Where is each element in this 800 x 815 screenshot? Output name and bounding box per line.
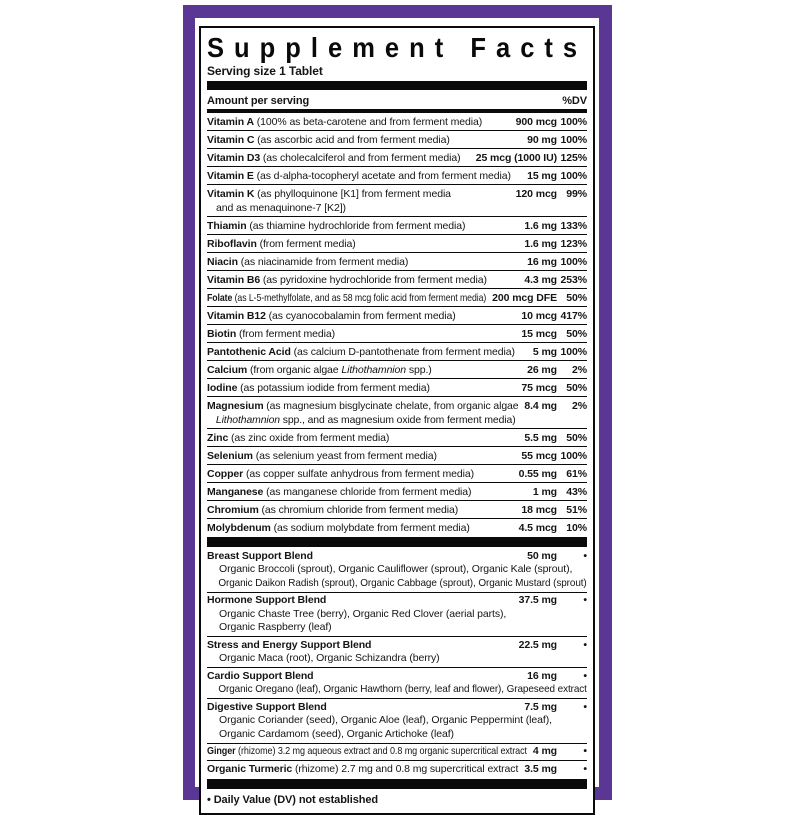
nutrient-description: Riboflavin (from ferment media) xyxy=(207,237,356,250)
nutrient-row xyxy=(207,130,587,148)
nutrient-row xyxy=(207,306,587,324)
blend-row xyxy=(207,760,587,778)
nutrient-dv: 2% xyxy=(572,363,587,376)
blend-dv: • xyxy=(583,762,587,775)
blend-name-text: Organic Turmeric xyxy=(207,762,293,775)
nutrient-row xyxy=(207,184,587,216)
nutrient-row xyxy=(207,396,587,428)
nutrient-amount: 26 mg xyxy=(527,363,557,376)
nutrient-amount: 5.5 mg xyxy=(524,431,557,444)
nutrient-amount: 16 mg xyxy=(527,255,557,268)
blend-rows xyxy=(207,548,587,778)
nutrient-row xyxy=(207,324,587,342)
blend-amount: 37.5 mg xyxy=(518,594,557,606)
nutrient-description: Iodine (as potassium iodide from ferment media) xyxy=(207,381,430,394)
nutrient-description: Vitamin B12 (as cyanocobalamin from ferment media) xyxy=(207,309,456,322)
nutrient-dv: 123% xyxy=(560,237,587,250)
nutrient-dv: 99% xyxy=(566,187,587,200)
nutrient-dv: 100% xyxy=(560,115,587,128)
blend-ingredients-line: Organic Maca (root), Organic Schizandra (berry) xyxy=(219,652,440,664)
nutrient-description: Selenium (as selenium yeast from ferment media) xyxy=(207,449,437,462)
blend-ingredients-line: Organic Oregano (leaf), Organic Hawthorn (berry, leaf and flower), Grapeseed extract xyxy=(218,683,587,695)
nutrient-amount: 1 mg xyxy=(532,485,557,498)
nutrient-dv: 125% xyxy=(560,151,587,164)
nutrient-name: Vitamin C xyxy=(207,133,255,146)
nutrient-dv: 50% xyxy=(566,327,587,340)
nutrient-amount: 120 mcg xyxy=(515,187,557,200)
nutrient-row xyxy=(207,234,587,252)
nutrient-name: Vitamin B6 xyxy=(207,273,261,286)
nutrient-row xyxy=(207,270,587,288)
nutrient-dv: 100% xyxy=(560,169,587,182)
nutrient-name: Calcium xyxy=(207,363,248,376)
supplement-facts-label xyxy=(199,26,595,815)
nutrient-name: Magnesium xyxy=(207,399,264,412)
nutrient-amount: 900 mcg xyxy=(515,115,557,128)
column-header-dv: %DV xyxy=(562,95,587,107)
blend-dv: • xyxy=(583,594,587,606)
nutrient-description: Vitamin A (100% as beta-carotene and from ferment media) xyxy=(207,115,483,128)
nutrient-dv: 100% xyxy=(560,255,587,268)
nutrient-row xyxy=(207,166,587,184)
divider-bar-thick xyxy=(207,81,587,90)
blend-amount: 7.5 mg xyxy=(524,700,557,713)
blend-name: Cardio Support Blend xyxy=(207,669,314,682)
nutrient-dv: 50% xyxy=(566,381,587,394)
label-title: Supplement Facts xyxy=(207,32,588,63)
nutrient-row xyxy=(207,518,587,536)
blend-amount: 50 mg xyxy=(527,549,557,562)
nutrient-name: Folate xyxy=(207,291,233,304)
nutrient-dv: 43% xyxy=(566,485,587,498)
nutrient-name: Manganese xyxy=(207,485,264,498)
nutrient-name: Copper xyxy=(207,467,244,480)
nutrient-amount: 4.5 mcg xyxy=(518,521,557,534)
nutrient-name: Pantothenic Acid xyxy=(207,345,291,358)
blend-header xyxy=(207,550,587,564)
nutrient-dv: 50% xyxy=(566,291,587,304)
nutrient-amount: 25 mcg (1000 IU) xyxy=(475,151,557,164)
blend-dv: • xyxy=(583,700,587,713)
nutrient-name: Chromium xyxy=(207,503,259,516)
nutrient-dv: 417% xyxy=(560,309,587,322)
blend-amount: 3.5 mg xyxy=(524,762,557,775)
nutrient-dv: 253% xyxy=(560,273,587,286)
blend-name: Hormone Support Blend xyxy=(207,594,327,606)
nutrient-description: Zinc (as zinc oxide from ferment media) xyxy=(207,431,390,444)
nutrient-description: Molybdenum (as sodium molybdate from ferment media) xyxy=(207,521,470,534)
nutrient-amount: 90 mg xyxy=(527,133,557,146)
footnote: • Daily Value (DV) not established xyxy=(207,793,378,806)
serving-size: Serving size 1 Tablet xyxy=(207,64,323,78)
nutrient-dv: 133% xyxy=(560,219,587,232)
nutrient-description: Niacin (as niacinamide from ferment media) xyxy=(207,255,409,268)
nutrient-amount: 1.6 mg xyxy=(524,237,557,250)
nutrient-description: Pantothenic Acid (as calcium D-pantothenate from ferment media) xyxy=(207,345,515,358)
nutrient-amount: 10 mcg xyxy=(521,309,557,322)
nutrient-description-line2: and as menaquinone-7 [K2]) xyxy=(216,201,346,214)
nutrient-row xyxy=(207,500,587,518)
blend-row xyxy=(207,667,587,698)
nutrient-name: Selenium xyxy=(207,449,253,462)
nutrient-description: Thiamin (as thiamine hydrochloride from ferment media) xyxy=(207,219,466,232)
nutrient-amount: 8.4 mg xyxy=(524,399,557,412)
blend-dv: • xyxy=(583,745,587,757)
nutrient-name: Molybdenum xyxy=(207,521,271,534)
nutrient-name: Zinc xyxy=(207,431,229,444)
blend-header xyxy=(207,745,587,759)
nutrient-row xyxy=(207,464,587,482)
blend-ingredients-line: Organic Broccoli (sprout), Organic Cauliflower (sprout), Organic Kale (sprout), xyxy=(219,563,573,575)
nutrient-description: Vitamin C (as ascorbic acid and from ferment media) xyxy=(207,133,450,146)
blend-amount: 16 mg xyxy=(527,669,557,682)
nutrient-row xyxy=(207,360,587,378)
nutrient-name: Thiamin xyxy=(207,219,247,232)
nutrient-amount: 0.55 mg xyxy=(518,467,557,480)
nutrient-amount: 5 mg xyxy=(532,345,557,358)
nutrient-row xyxy=(207,428,587,446)
nutrient-dv: 2% xyxy=(572,399,587,412)
nutrient-dv: 100% xyxy=(560,133,587,146)
blend-ingredients-line: Organic Cardamom (seed), Organic Artichoke (leaf) xyxy=(219,727,454,740)
blend-ingredients-line: Organic Coriander (seed), Organic Aloe (leaf), Organic Peppermint (leaf), xyxy=(219,714,552,726)
nutrient-description: Manganese (as manganese chloride from ferment media) xyxy=(207,485,472,498)
purple-frame xyxy=(183,5,612,806)
blend-ingredients-line: Organic Chaste Tree (berry), Organic Red Clover (aerial parts), xyxy=(219,607,507,620)
blend-header xyxy=(207,763,587,777)
divider-bar-footnote xyxy=(207,779,587,789)
blend-header xyxy=(207,639,587,653)
frame-inner xyxy=(195,18,599,806)
column-header-amount: Amount per serving xyxy=(207,95,310,107)
nutrient-row xyxy=(207,446,587,464)
blend-name: Digestive Support Blend xyxy=(207,700,327,713)
nutrient-name: Iodine xyxy=(207,381,238,394)
nutrient-dv: 51% xyxy=(566,503,587,516)
nutrient-name: Vitamin K xyxy=(207,187,255,200)
nutrient-amount: 15 mcg xyxy=(521,327,557,340)
nutrient-row xyxy=(207,482,587,500)
nutrient-dv: 61% xyxy=(566,467,587,480)
nutrient-description: Calcium (from organic algae Lithothamnion spp.) xyxy=(207,363,432,376)
nutrient-description: Vitamin E (as d-alpha-tocopheryl acetate and from ferment media) xyxy=(207,169,511,182)
blend-name: Ginger (rhizome) 3.2 mg aqueous extract and 0.8 mg organic supercritical extract xyxy=(207,745,527,757)
nutrient-dv: 100% xyxy=(560,345,587,358)
nutrient-description: Vitamin D3 (as cholecalciferol and from ferment media) xyxy=(207,151,461,164)
blend-amount: 4 mg xyxy=(532,745,557,757)
blend-name: Organic Turmeric (rhizome) 2.7 mg and 0.8 mg supercritical extract xyxy=(207,762,519,775)
blend-name-text: Ginger xyxy=(207,745,236,757)
blend-header xyxy=(207,701,587,715)
blend-amount: 22.5 mg xyxy=(518,638,557,651)
nutrient-name: Biotin xyxy=(207,327,237,340)
nutrient-amount: 1.6 mg xyxy=(524,219,557,232)
nutrient-rows xyxy=(207,113,587,536)
blend-header xyxy=(207,670,587,684)
nutrient-name: Vitamin B12 xyxy=(207,309,266,322)
blend-ingredients-line: Organic Daikon Radish (sprout), Organic Cabbage (sprout), Organic Mustard (sprout) xyxy=(218,576,587,589)
nutrient-description: Vitamin K (as phylloquinone [K1] from ferment media and as menaquinone-7 [K2]) xyxy=(207,187,510,215)
nutrient-amount: 55 mcg xyxy=(521,449,557,462)
blend-name: Stress and Energy Support Blend xyxy=(207,638,372,651)
nutrient-row xyxy=(207,342,587,360)
nutrient-description: Magnesium (as magnesium bisglycinate chelate, from organic algae Lithothamnion spp., and as magnesium oxide from ferment media) xyxy=(207,399,519,426)
blend-dv: • xyxy=(583,638,587,651)
nutrient-description: Copper (as copper sulfate anhydrous from ferment media) xyxy=(207,467,475,480)
nutrient-amount: 4.3 mg xyxy=(524,273,557,286)
nutrient-dv: 10% xyxy=(566,521,587,534)
divider-bar-section xyxy=(207,537,587,547)
nutrient-amount: 200 mcg DFE xyxy=(492,291,557,304)
blend-row xyxy=(207,592,587,637)
nutrient-amount: 18 mcg xyxy=(521,503,557,516)
nutrient-amount: 15 mg xyxy=(527,169,557,182)
nutrient-description: Biotin (from ferment media) xyxy=(207,327,335,340)
nutrient-row xyxy=(207,378,587,396)
blend-dv: • xyxy=(583,549,587,562)
nutrient-row xyxy=(207,288,587,306)
nutrient-row xyxy=(207,148,587,166)
nutrient-name: Vitamin D3 xyxy=(207,151,261,164)
nutrient-name: Riboflavin xyxy=(207,237,257,250)
blend-header xyxy=(207,594,587,608)
nutrient-name: Niacin xyxy=(207,255,238,268)
nutrient-description: Folate (as L-5-methylfolate, and as 58 mcg folic acid from ferment media) xyxy=(207,291,487,304)
nutrient-row xyxy=(207,252,587,270)
nutrient-dv: 100% xyxy=(560,449,587,462)
nutrient-row xyxy=(207,216,587,234)
nutrient-description: Chromium (as chromium chloride from ferment media) xyxy=(207,503,459,516)
nutrient-dv: 50% xyxy=(566,431,587,444)
blend-row xyxy=(207,548,587,592)
blend-row xyxy=(207,698,587,743)
blend-row xyxy=(207,743,587,761)
blend-name: Breast Support Blend xyxy=(207,549,313,562)
nutrient-name: Vitamin E xyxy=(207,169,254,182)
column-header-row xyxy=(207,92,587,109)
blend-ingredients-line: Organic Raspberry (leaf) xyxy=(219,621,332,633)
nutrient-name: Vitamin A xyxy=(207,115,254,128)
blend-dv: • xyxy=(583,669,587,682)
nutrient-row xyxy=(207,113,587,130)
nutrient-description-line2: Lithothamnion spp., and as magnesium oxide from ferment media) xyxy=(215,413,516,426)
nutrient-description: Vitamin B6 (as pyridoxine hydrochloride from ferment media) xyxy=(207,273,487,286)
nutrient-amount: 75 mcg xyxy=(521,381,557,394)
blend-row xyxy=(207,636,587,667)
